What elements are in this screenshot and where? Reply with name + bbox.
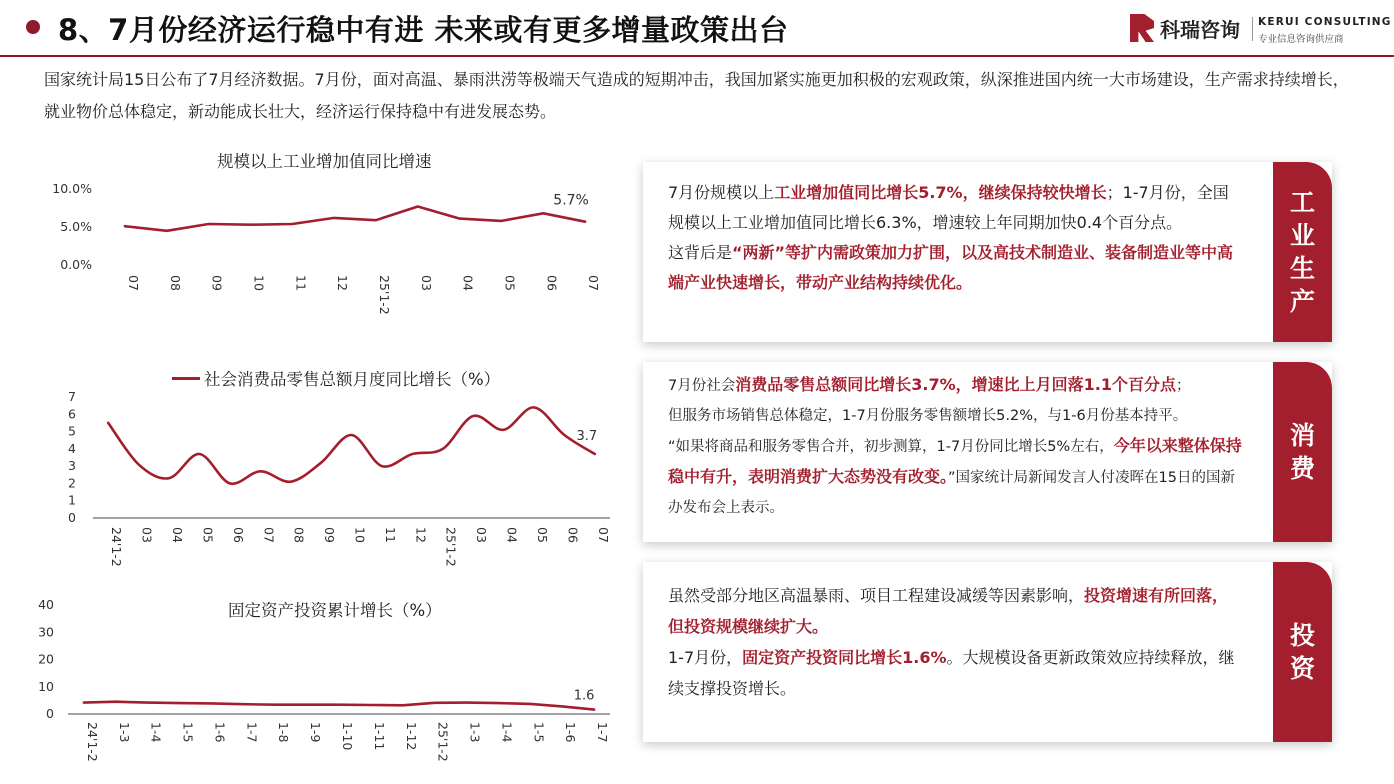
- card-industry-body: [668, 178, 1243, 298]
- highlight-run: “两新”等扩内需政策加力扩围，以及高技术制造业、装备制造业等中高端产业快速增长，带动产业结构持续优化。: [668, 243, 1234, 292]
- logo-sub-text: 专业信息咨询供应商: [1258, 34, 1344, 45]
- chart3-ytick: 20: [38, 651, 54, 667]
- chart1-xtick: 11: [293, 275, 309, 291]
- card-consumption-tab: [1273, 362, 1332, 542]
- highlight-run: 工业增加值同比增长5.7%，继续保持较快增长: [774, 183, 1107, 202]
- chart1-xtick: 12: [335, 275, 351, 291]
- industry-para-1: [668, 178, 1243, 238]
- highlight-run: 固定资产投资同比增长1.6%: [742, 648, 947, 667]
- tab-char: 业: [1289, 221, 1315, 250]
- chart2-xtick: 04: [504, 527, 520, 543]
- text-run: ；: [1175, 378, 1191, 394]
- chart2-xtick: 05: [200, 527, 216, 543]
- chart2-ytick: 5: [68, 423, 76, 439]
- chart2-ytick: 7: [68, 389, 76, 404]
- chart1-xtick: 25'1-2: [376, 275, 392, 315]
- industry-para-2: [668, 238, 1243, 298]
- chart3-xtick: 1-3: [116, 722, 132, 743]
- tab-char: 生: [1289, 254, 1315, 283]
- logo-en-text: KERUI CONSULTING: [1258, 16, 1392, 28]
- chart3-xtick: 1-3: [467, 722, 483, 743]
- chart1-data-label: 5.7%: [553, 192, 589, 209]
- text-run: ；1-7月份，全国规模以上工业增加值同比增长6.3%，增速较上年同期加快0.4个百分点。: [668, 183, 1229, 232]
- chart1-ytick: 10.0%: [52, 181, 92, 196]
- chart3-ytick: 10: [38, 678, 54, 694]
- text-run: 7月份规模以上: [668, 183, 775, 202]
- tab-char: 消: [1289, 421, 1315, 450]
- card-investment: [643, 562, 1332, 742]
- chart3-xtick: 1-5: [531, 722, 547, 743]
- chart1-ytick: 0.0%: [60, 257, 92, 272]
- chart3-ytick: 40: [38, 597, 54, 612]
- chart1-xtick: 06: [544, 275, 560, 291]
- chart1-xtick: 09: [209, 275, 225, 291]
- intro-paragraph: 国家统计局15日公布了7月经济数据。7月份，面对高温、暴雨洪涝等极端天气造成的短期冲击，我国加紧实施更加积极的宏观政策，纵深推进国内统一大市场建设，生产需求持续增长，就业物价总体稳定，新动能成长壮大，经济运行保持稳中有进发展态势。: [44, 70, 1349, 121]
- logo-mark-icon: [1130, 14, 1154, 42]
- chart1-xtick: 05: [502, 275, 518, 291]
- chart2-xtick: 10: [352, 527, 368, 543]
- highlight-run: 今年以来整体保持稳中有升，表明消费扩大态势没有改变。: [668, 436, 1242, 486]
- chart2-xtick: 07: [595, 527, 611, 543]
- tab-char: 费: [1289, 454, 1315, 483]
- logo-cn-text: 科瑞咨询: [1160, 18, 1240, 42]
- text-run: 虽然受部分地区高温暴雨、项目工程建设减缓等因素影响，: [668, 586, 1085, 605]
- chart3-xtick: 1-4: [148, 722, 164, 743]
- chart2-xtick: 03: [474, 527, 490, 543]
- chart3-xtick: 1-6: [212, 722, 228, 743]
- chart2-xtick: 08: [291, 527, 307, 543]
- chart2-xtick: 09: [322, 527, 338, 543]
- highlight-run: 消费品零售总额同比增长3.7%，增速比上月回落1.1个百分点: [735, 375, 1176, 394]
- consumption-para-1: [668, 370, 1243, 401]
- text-run: 1-7月份，: [668, 648, 743, 667]
- chart1-series-line: [125, 207, 585, 231]
- chart2-title: 社会消费品零售总额月度同比增长（%）: [204, 370, 501, 389]
- chart2-ytick: 3: [68, 458, 76, 474]
- chart3-ytick: 30: [38, 624, 54, 640]
- chart3-xtick: 1-6: [563, 722, 579, 743]
- chart3-xtick: 1-5: [180, 722, 196, 743]
- chart3-xtick: 1-11: [371, 722, 387, 751]
- card-industry: [643, 162, 1332, 342]
- text-run: “如果将商品和服务零售合并，初步测算，1-7月份同比增长5%左右，: [668, 439, 1114, 455]
- chart2-xtick: 07: [261, 527, 277, 543]
- chart3-xtick: 1-9: [308, 722, 324, 743]
- chart2-ytick: 4: [68, 440, 76, 456]
- chart2-xtick: 06: [565, 527, 581, 543]
- tab-char: 产: [1289, 287, 1315, 316]
- chart3-xtick: 1-10: [340, 722, 355, 751]
- charts-area: [0, 0, 640, 784]
- chart3-title: 固定资产投资累计增长（%）: [228, 601, 442, 620]
- card-consumption: [643, 362, 1332, 542]
- chart2-ytick: 1: [68, 492, 76, 508]
- text-run: ”国家统计局新闻发言人付凌晖在15日的国新办发布会上表示。: [668, 470, 1235, 516]
- text-run: 这背后是: [668, 243, 733, 262]
- chart2-ytick: 0: [68, 510, 76, 525]
- chart3-ytick: 0: [46, 706, 54, 721]
- chart1-title: 规模以上工业增加值同比增速: [217, 152, 432, 171]
- logo-divider: [1252, 17, 1253, 41]
- chart1-xtick: 08: [167, 275, 183, 291]
- investment-para-1: [668, 580, 1243, 642]
- chart3-xtick: 1-4: [499, 722, 515, 743]
- chart2-ytick: 6: [68, 406, 76, 422]
- investment-para-2: [668, 642, 1243, 704]
- tab-char: 资: [1289, 654, 1315, 683]
- chart1-xtick: 03: [418, 275, 434, 291]
- tab-char: 工: [1289, 188, 1315, 217]
- chart2-series-line: [108, 407, 598, 483]
- chart2-ytick: 2: [68, 475, 76, 491]
- chart3-data-label: 1.6: [573, 688, 595, 704]
- chart1-xtick: 10: [251, 275, 267, 291]
- chart1-ytick: 5.0%: [60, 219, 92, 234]
- chart2-data-label: 3.7: [576, 429, 598, 445]
- consumption-para-3: [668, 431, 1243, 523]
- text-run: 7月份社会: [668, 378, 736, 394]
- brand-logo: [1130, 12, 1390, 44]
- card-investment-tab: [1273, 562, 1332, 742]
- chart3-xtick: 1-7: [244, 722, 260, 743]
- chart3-series-line: [84, 702, 594, 710]
- chart2-xtick: 25'1-2: [443, 527, 459, 567]
- chart1-xtick: 07: [125, 275, 141, 291]
- card-industry-tab: [1273, 162, 1332, 342]
- consumption-para-2: 但服务市场销售总体稳定，1-7月份服务零售额增长5.2%，与1-6月份基本持平。: [668, 408, 1188, 424]
- tab-char: 投: [1289, 621, 1315, 650]
- chart1-xtick: 07: [586, 275, 602, 291]
- chart2-xtick: 03: [139, 527, 155, 543]
- chart2-xtick: 06: [230, 527, 246, 543]
- chart3-xtick: 1-7: [595, 722, 611, 743]
- chart2-xtick: 04: [170, 527, 186, 543]
- chart2-xtick: 12: [413, 527, 429, 543]
- page-title: 8、7月份经济运行稳中有进 未来或有更多增量政策出台: [58, 13, 789, 47]
- chart2-xtick: 05: [534, 527, 550, 543]
- card-investment-body: [668, 580, 1243, 704]
- chart3-xtick: 1-8: [276, 722, 292, 743]
- highlight-run: 投资增速有所回落，但投资规模继续扩大。: [668, 586, 1229, 636]
- card-consumption-body: [668, 370, 1243, 523]
- chart3-xtick: 24'1-2: [84, 722, 100, 762]
- chart1-xtick: 04: [460, 275, 476, 291]
- chart2-xtick: 11: [382, 527, 398, 543]
- chart2-xtick: 24'1-2: [109, 527, 125, 567]
- text-run: 。大规模设备更新政策效应持续释放，继续支撑投资增长。: [668, 648, 1235, 698]
- chart3-xtick: 1-12: [403, 722, 419, 751]
- chart3-xtick: 25'1-2: [435, 722, 451, 762]
